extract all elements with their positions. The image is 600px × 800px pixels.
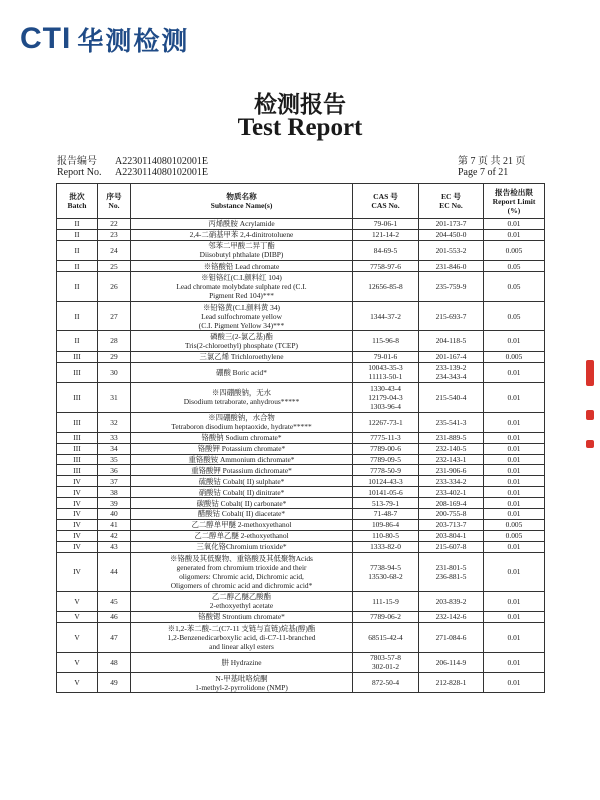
table-row xyxy=(57,351,545,362)
no-cell: 41 xyxy=(98,519,131,530)
limit-cell: 0.01 xyxy=(484,382,545,412)
cas-cell: 71-48-7 xyxy=(353,509,419,520)
ec-cell: 212-828-1 xyxy=(419,672,484,692)
substance-name-cell: ※四硼酸钠，无水 Disodium tetraborate, anhydrous***** xyxy=(131,382,353,412)
limit-cell: 0.01 xyxy=(484,498,545,509)
substance-name-cell: 乙二醇乙醚乙酸酯 2-ethoxyethyl acetate xyxy=(131,591,353,611)
no-cell: 49 xyxy=(98,672,131,692)
no-cell: 37 xyxy=(98,476,131,487)
substance-name-cell: 铬酸钠 Sodium chromate* xyxy=(131,432,353,443)
table-row xyxy=(57,301,545,331)
batch-cell: IV xyxy=(57,519,98,530)
table-row xyxy=(57,219,545,230)
cas-cell: 7789-09-5 xyxy=(353,454,419,465)
batch-cell: III xyxy=(57,351,98,362)
no-cell: 24 xyxy=(98,240,131,260)
table-row xyxy=(57,498,545,509)
table-row xyxy=(57,454,545,465)
batch-cell: V xyxy=(57,591,98,611)
cas-cell: 79-06-1 xyxy=(353,219,419,230)
no-cell: 34 xyxy=(98,443,131,454)
ec-cell: 204-450-0 xyxy=(419,229,484,240)
page-number-block xyxy=(458,156,526,178)
no-cell: 29 xyxy=(98,351,131,362)
limit-cell: 0.01 xyxy=(484,552,545,591)
table-row xyxy=(57,382,545,412)
limit-cell: 0.01 xyxy=(484,465,545,476)
limit-cell: 0.01 xyxy=(484,362,545,382)
no-cell: 40 xyxy=(98,509,131,520)
batch-cell: V xyxy=(57,672,98,692)
report-no-label-cn: 报告编号 xyxy=(57,156,97,167)
substance-name-cell: ※钼铬红(C.I.颜料红 104) Lead chromate molybdate sulphate red (C.I. Pigment Red 104)*** xyxy=(131,271,353,301)
ec-cell: 206-114-9 xyxy=(419,652,484,672)
cas-cell: 115-96-8 xyxy=(353,331,419,351)
substance-name-cell: 硼酸 Boric acid* xyxy=(131,362,353,382)
batch-cell: II xyxy=(57,271,98,301)
cas-cell: 110-80-5 xyxy=(353,530,419,541)
batch-cell: IV xyxy=(57,487,98,498)
limit-cell: 0.01 xyxy=(484,443,545,454)
substance-name-cell: 碳酸钴 Cobalt( II) carbonate* xyxy=(131,498,353,509)
substance-name-cell: 铬酸锶 Strontium chromate* xyxy=(131,612,353,623)
ec-cell: 231-801-5 236-881-5 xyxy=(419,552,484,591)
batch-cell: III xyxy=(57,362,98,382)
ec-cell: 233-402-1 xyxy=(419,487,484,498)
limit-cell: 0.05 xyxy=(484,271,545,301)
ec-cell: 235-541-3 xyxy=(419,412,484,432)
table-row xyxy=(57,509,545,520)
batch-cell: IV xyxy=(57,476,98,487)
batch-cell: II xyxy=(57,229,98,240)
no-cell: 44 xyxy=(98,552,131,591)
batch-cell: III xyxy=(57,382,98,412)
table-row xyxy=(57,622,545,652)
table-row xyxy=(57,240,545,260)
limit-cell: 0.01 xyxy=(484,476,545,487)
table-row xyxy=(57,672,545,692)
batch-cell: III xyxy=(57,412,98,432)
no-cell: 42 xyxy=(98,530,131,541)
limit-cell: 0.01 xyxy=(484,652,545,672)
no-cell: 39 xyxy=(98,498,131,509)
substance-name-cell: 肼 Hydrazine xyxy=(131,652,353,672)
batch-cell: IV xyxy=(57,541,98,552)
substance-name-cell: 乙二醇单甲醚 2-methoxyethanol xyxy=(131,519,353,530)
batch-cell: V xyxy=(57,612,98,623)
table-row xyxy=(57,261,545,272)
limit-cell: 0.05 xyxy=(484,301,545,331)
cas-cell: 7803-57-8 302-01-2 xyxy=(353,652,419,672)
ec-cell: 201-553-2 xyxy=(419,240,484,260)
table-row xyxy=(57,362,545,382)
substance-name-cell: ※四硼酸钠，水合物 Tetraboron disodium heptaoxide, hydrate***** xyxy=(131,412,353,432)
report-title-cn: 检测报告 xyxy=(254,92,346,118)
substance-name-cell: 丙烯酰胺 Acrylamide xyxy=(131,219,353,230)
table-row xyxy=(57,476,545,487)
no-cell: 35 xyxy=(98,454,131,465)
table-row xyxy=(57,612,545,623)
ec-cell: 203-804-1 xyxy=(419,530,484,541)
cas-cell: 111-15-9 xyxy=(353,591,419,611)
cas-cell: 7775-11-3 xyxy=(353,432,419,443)
ec-cell: 233-334-2 xyxy=(419,476,484,487)
header-batch: 批次 Batch xyxy=(57,184,98,219)
header-limit: 报告检出限 Report Limit (%) xyxy=(484,184,545,219)
substance-table xyxy=(56,183,545,693)
page-number-cn: 第 7 页 共 21 页 xyxy=(458,156,526,167)
batch-cell: II xyxy=(57,240,98,260)
table-row xyxy=(57,530,545,541)
no-cell: 26 xyxy=(98,271,131,301)
batch-cell: V xyxy=(57,652,98,672)
batch-cell: III xyxy=(57,432,98,443)
header-no: 序号 No. xyxy=(98,184,131,219)
no-cell: 45 xyxy=(98,591,131,611)
ec-cell: 203-713-7 xyxy=(419,519,484,530)
cas-cell: 121-14-2 xyxy=(353,229,419,240)
cas-cell: 872-50-4 xyxy=(353,672,419,692)
table-row xyxy=(57,465,545,476)
cas-cell: 7789-00-6 xyxy=(353,443,419,454)
batch-cell: IV xyxy=(57,498,98,509)
no-cell: 46 xyxy=(98,612,131,623)
no-cell: 27 xyxy=(98,301,131,331)
company-logo xyxy=(20,22,190,57)
ec-cell: 271-084-6 xyxy=(419,622,484,652)
table-row xyxy=(57,652,545,672)
cas-cell: 7738-94-5 13530-68-2 xyxy=(353,552,419,591)
ec-cell: 231-889-5 xyxy=(419,432,484,443)
table-row xyxy=(57,519,545,530)
cas-cell: 7789-06-2 xyxy=(353,612,419,623)
header-substance: 物质名称 Substance Name(s) xyxy=(131,184,353,219)
batch-cell: II xyxy=(57,331,98,351)
ec-cell: 233-139-2 234-343-4 xyxy=(419,362,484,382)
limit-cell: 0.005 xyxy=(484,530,545,541)
ec-cell: 215-693-7 xyxy=(419,301,484,331)
ec-cell: 215-607-8 xyxy=(419,541,484,552)
substance-name-cell: 硫酸钴 Cobalt( II) sulphate* xyxy=(131,476,353,487)
batch-cell: II xyxy=(57,261,98,272)
substance-name-cell: 三氯乙烯 Trichloroethylene xyxy=(131,351,353,362)
no-cell: 32 xyxy=(98,412,131,432)
ec-cell: 200-755-8 xyxy=(419,509,484,520)
header-ec: EC 号 EC No. xyxy=(419,184,484,219)
substance-name-cell: 重铬酸铵 Ammonium dichromate* xyxy=(131,454,353,465)
limit-cell: 0.01 xyxy=(484,622,545,652)
substance-name-cell: 重铬酸钾 Potassium dichromate* xyxy=(131,465,353,476)
table-row xyxy=(57,541,545,552)
logo-cn-name: 华测检测 xyxy=(77,26,190,57)
substance-name-cell: ※铬酸及其低聚物、重铬酸及其低聚物Acids generated from chromium trioxide and their oligomers: Chromic acid, Dichromic acid, Oligomers of chromic acid and dichromic acid* xyxy=(131,552,353,591)
no-cell: 33 xyxy=(98,432,131,443)
limit-cell: 0.005 xyxy=(484,351,545,362)
substance-name-cell: 2,4-二硝基甲苯 2,4-dinitrotoluene xyxy=(131,229,353,240)
limit-cell: 0.01 xyxy=(484,487,545,498)
batch-cell: III xyxy=(57,465,98,476)
report-no-value-cn: A2230114080102001E xyxy=(115,156,208,167)
report-no-value-en: A2230114080102001E xyxy=(115,167,208,178)
substance-name-cell: ※铬酸铅 Lead chromate xyxy=(131,261,353,272)
substance-name-cell: N-甲基吡咯烷酮 1-methyl-2-pyrrolidone (NMP) xyxy=(131,672,353,692)
substance-name-cell: 硝酸钴 Cobalt( II) dinitrate* xyxy=(131,487,353,498)
limit-cell: 0.01 xyxy=(484,412,545,432)
ec-cell: 232-143-1 xyxy=(419,454,484,465)
ec-cell: 232-142-6 xyxy=(419,612,484,623)
substance-name-cell: 铬酸钾 Potassium chromate* xyxy=(131,443,353,454)
cas-cell: 10141-05-6 xyxy=(353,487,419,498)
cas-cell: 1330-43-4 12179-04-3 1303-96-4 xyxy=(353,382,419,412)
ec-cell: 231-846-0 xyxy=(419,261,484,272)
cas-cell: 79-01-6 xyxy=(353,351,419,362)
ec-cell: 215-540-4 xyxy=(419,382,484,412)
batch-cell: V xyxy=(57,622,98,652)
table-row xyxy=(57,432,545,443)
limit-cell: 0.01 xyxy=(484,219,545,230)
report-number-block xyxy=(57,156,208,178)
substance-name-cell: 磷酸三(2-氯乙基)酯 Tris(2-chloroethyl) phosphate (TCEP) xyxy=(131,331,353,351)
limit-cell: 0.005 xyxy=(484,240,545,260)
ec-cell: 203-839-2 xyxy=(419,591,484,611)
ec-cell: 201-173-7 xyxy=(419,219,484,230)
cas-cell: 12267-73-1 xyxy=(353,412,419,432)
limit-cell: 0.005 xyxy=(484,519,545,530)
batch-cell: IV xyxy=(57,509,98,520)
report-no-label-en: Report No. xyxy=(57,167,102,178)
no-cell: 25 xyxy=(98,261,131,272)
cas-cell: 7778-50-9 xyxy=(353,465,419,476)
table-row xyxy=(57,412,545,432)
cas-cell: 84-69-5 xyxy=(353,240,419,260)
batch-cell: II xyxy=(57,219,98,230)
no-cell: 48 xyxy=(98,652,131,672)
table-header-row xyxy=(57,184,545,219)
limit-cell: 0.01 xyxy=(484,432,545,443)
cas-cell: 7758-97-6 xyxy=(353,261,419,272)
no-cell: 28 xyxy=(98,331,131,351)
substance-name-cell: ※1,2-苯二酸-二(C7-11 支链与直链)烷基(醇)酯 1,2-Benzenedicarboxylic acid, di-C7-11-branched and linear alkyl esters xyxy=(131,622,353,652)
header-cas: CAS 号 CAS No. xyxy=(353,184,419,219)
limit-cell: 0.01 xyxy=(484,509,545,520)
limit-cell: 0.01 xyxy=(484,672,545,692)
table-row xyxy=(57,443,545,454)
table-row xyxy=(57,591,545,611)
limit-cell: 0.01 xyxy=(484,541,545,552)
no-cell: 47 xyxy=(98,622,131,652)
ec-cell: 208-169-4 xyxy=(419,498,484,509)
limit-cell: 0.01 xyxy=(484,454,545,465)
batch-cell: III xyxy=(57,454,98,465)
no-cell: 38 xyxy=(98,487,131,498)
no-cell: 30 xyxy=(98,362,131,382)
table-row xyxy=(57,487,545,498)
limit-cell: 0.01 xyxy=(484,591,545,611)
cas-cell: 10043-35-3 11113-50-1 xyxy=(353,362,419,382)
ec-cell: 231-906-6 xyxy=(419,465,484,476)
ec-cell: 235-759-9 xyxy=(419,271,484,301)
batch-cell: IV xyxy=(57,552,98,591)
cas-cell: 513-79-1 xyxy=(353,498,419,509)
cas-cell: 12656-85-8 xyxy=(353,271,419,301)
limit-cell: 0.01 xyxy=(484,612,545,623)
no-cell: 43 xyxy=(98,541,131,552)
logo-brand: CTI xyxy=(20,22,72,55)
edge-mark xyxy=(586,360,594,386)
limit-cell: 0.01 xyxy=(484,229,545,240)
ec-cell: 204-118-5 xyxy=(419,331,484,351)
no-cell: 31 xyxy=(98,382,131,412)
edge-mark xyxy=(586,440,594,448)
edge-mark xyxy=(586,410,594,420)
cas-cell: 68515-42-4 xyxy=(353,622,419,652)
page-number-en: Page 7 of 21 xyxy=(458,167,509,178)
cas-cell: 109-86-4 xyxy=(353,519,419,530)
table-body xyxy=(57,219,545,693)
cas-cell: 1333-82-0 xyxy=(353,541,419,552)
substance-name-cell: 醋酸钴 Cobalt( II) diacetate* xyxy=(131,509,353,520)
no-cell: 22 xyxy=(98,219,131,230)
table-row xyxy=(57,271,545,301)
substance-name-cell: ※铅铬黄(C.I.颜料黄 34) Lead sulfochromate yellow (C.I. Pigment Yellow 34)*** xyxy=(131,301,353,331)
limit-cell: 0.05 xyxy=(484,261,545,272)
ec-cell: 201-167-4 xyxy=(419,351,484,362)
batch-cell: II xyxy=(57,301,98,331)
ec-cell: 232-140-5 xyxy=(419,443,484,454)
limit-cell: 0.01 xyxy=(484,331,545,351)
batch-cell: III xyxy=(57,443,98,454)
substance-name-cell: 乙二醇单乙醚 2-ethoxyethanol xyxy=(131,530,353,541)
no-cell: 36 xyxy=(98,465,131,476)
batch-cell: IV xyxy=(57,530,98,541)
substance-name-cell: 邻苯二甲酸二异丁酯 Diisobutyl phthalate (DIBP) xyxy=(131,240,353,260)
cas-cell: 10124-43-3 xyxy=(353,476,419,487)
table-row xyxy=(57,552,545,591)
no-cell: 23 xyxy=(98,229,131,240)
table-row xyxy=(57,331,545,351)
cas-cell: 1344-37-2 xyxy=(353,301,419,331)
table-row xyxy=(57,229,545,240)
substance-name-cell: 三氧化铬Chromium trioxide* xyxy=(131,541,353,552)
report-title-en: Test Report xyxy=(237,114,363,141)
